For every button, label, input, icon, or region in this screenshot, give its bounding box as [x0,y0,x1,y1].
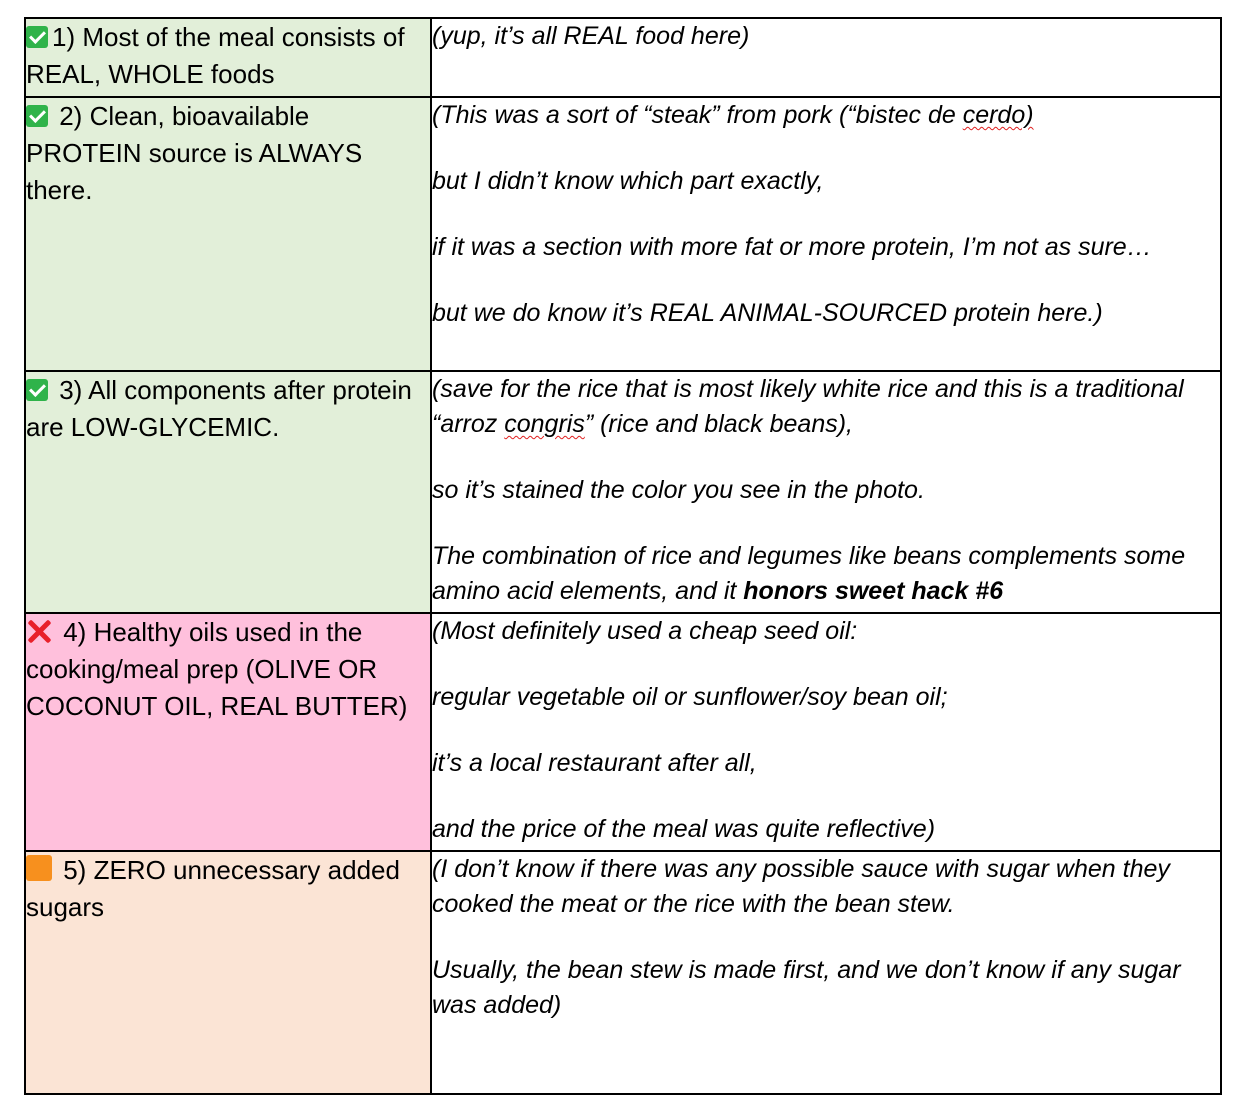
note-text: but I didn’t know which part exactly, [432,167,824,195]
meal-evaluation-table [24,17,1222,1095]
note-text: (I don’t know if there was any possible sauce with sugar when they cooked the meat or the rice with the bean stew. [432,855,1170,918]
note-text: but we do know it’s REAL ANIMAL-SOURCED protein here.) [432,299,1103,327]
note-text: so it’s stained the color you see in the photo. [432,476,925,504]
table-row [25,851,1221,1094]
table-row [25,613,1221,851]
check-mark-icon [26,379,48,401]
note-text: if it was a section with more fat or more protein, I’m not as sure… [432,233,1152,261]
note-text-part: The combination of rice and legumes like beans complements some amino acid elements, and it [432,542,1186,605]
criterion-cell [25,613,431,851]
notes-cell [431,371,1221,613]
note-text-part: ” (rice and black beans), [584,410,854,438]
note-text: and the price of the meal was quite reflective) [432,815,936,843]
criterion-cell [25,371,431,613]
orange-square-icon [26,855,52,881]
bold-note-text: honors sweet hack #6 [743,577,1004,605]
criterion-text: 2) Clean, bioavailable PROTEIN source is ALWAYS there. [26,101,363,205]
check-mark-icon [26,105,48,127]
check-mark-icon [26,26,48,48]
note-text: it’s a local restaurant after all, [432,749,757,777]
note-text: (Most definitely used a cheap seed oil: [432,617,858,645]
criterion-text: 1) Most of the meal consists of REAL, WHOLE foods [26,22,405,89]
note-text [432,372,1220,442]
note-text [432,539,1220,609]
notes-cell [431,18,1221,97]
cross-mark-icon [26,618,52,644]
note-text [432,98,1220,133]
criterion-text: 4) Healthy oils used in the cooking/meal prep (OLIVE OR COCONUT OIL, REAL BUTTER) [26,617,408,721]
table-row [25,18,1221,97]
table-row [25,371,1221,613]
criterion-cell [25,97,431,371]
note-text: (yup, it’s all REAL food here) [432,22,750,50]
notes-cell [431,613,1221,851]
table-row [25,97,1221,371]
criterion-text: 5) ZERO unnecessary added sugars [26,855,400,922]
notes-cell [431,851,1221,1094]
criterion-cell [25,18,431,97]
criterion-cell [25,851,431,1094]
notes-cell [431,97,1221,371]
note-text-part: (save for the rice that is most likely white rice and this is a traditional “arroz [432,375,1184,438]
note-text-part: (This was a sort of “steak” from pork (“bistec de [432,101,963,129]
note-text: Usually, the bean stew is made first, and we don’t know if any sugar was added) [432,956,1181,1019]
note-text: regular vegetable oil or sunflower/soy bean oil; [432,683,948,711]
misspelled-word: congris [504,410,585,438]
misspelled-word: cerdo) [962,101,1034,129]
criterion-text: 3) All components after protein are LOW-GLYCEMIC. [26,375,412,442]
